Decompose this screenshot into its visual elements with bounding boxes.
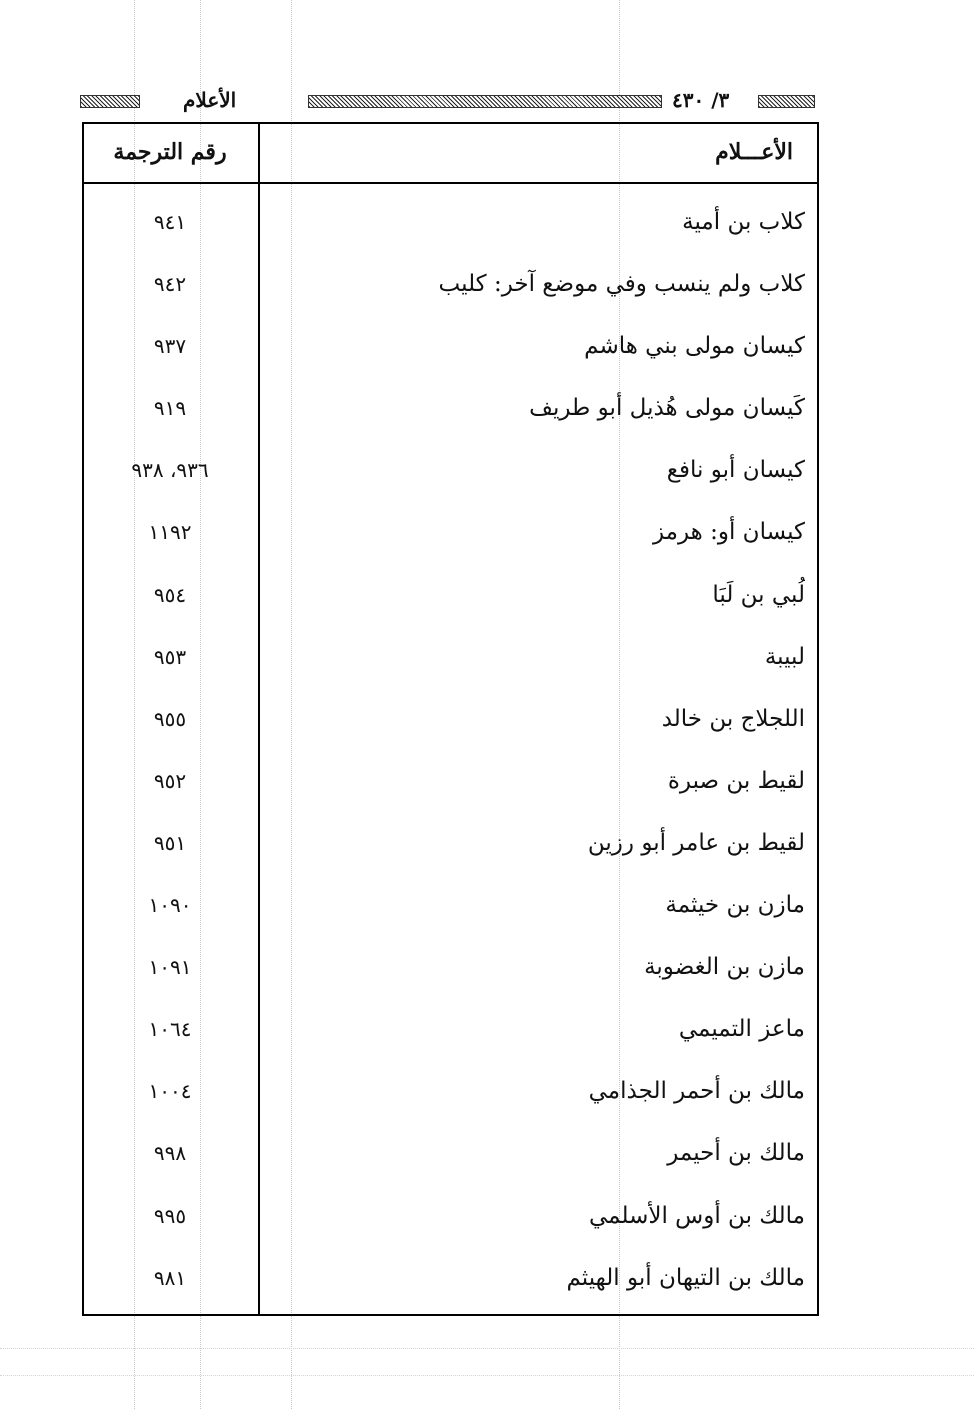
entry-number: ٩٩٨: [153, 1141, 187, 1166]
table-row: [84, 637, 817, 699]
entry-number: ١٠٠٤: [148, 1079, 192, 1104]
person-name: مالك بن التيهان أبو الهيثم: [566, 1264, 805, 1291]
person-name: مالك بن أحمر الجذامي: [588, 1078, 805, 1105]
person-name: ماعز التميمي: [678, 1016, 805, 1043]
entry-number: ١١٩٢: [148, 520, 192, 545]
person-name: مالك بن أحيمر: [667, 1140, 805, 1167]
table-row: [84, 1071, 817, 1133]
scan-guide-line: [0, 1375, 974, 1376]
ornament-bar: [80, 95, 140, 108]
header-divider: [84, 182, 817, 184]
person-name: كيسان مولى بني هاشم: [584, 333, 805, 360]
ornament-bar: [758, 95, 815, 108]
person-name: مالك بن أوس الأسلمي: [589, 1202, 805, 1229]
table-row: [84, 885, 817, 947]
names-column-header: الأعـــلام: [715, 139, 793, 165]
person-name: كيسان أو: هرمز: [652, 519, 805, 546]
table-row: [84, 264, 817, 326]
page-reference: ٣/ ٤٣٠: [672, 88, 730, 112]
entry-number: ٩٥٤: [153, 582, 187, 607]
table-row: [84, 761, 817, 823]
person-name: لبيبة: [764, 643, 805, 670]
table-row: [84, 1133, 817, 1195]
person-name: كَيسان مولى هُذيل أبو طريف: [529, 395, 805, 422]
table-row: [84, 699, 817, 761]
person-name: اللجلاج بن خالد: [661, 705, 805, 732]
person-name: كيسان أبو نافع: [666, 457, 805, 484]
table-row: [84, 1196, 817, 1258]
entry-number: ٩٥٣: [153, 644, 187, 669]
entry-number: ٩٨١: [153, 1265, 187, 1290]
person-name: مازن بن خيثمة: [665, 892, 805, 919]
entry-number: ٩٥٥: [153, 706, 187, 731]
entry-number: ٩١٩: [153, 396, 187, 421]
entry-number: ٩٥٢: [153, 768, 187, 793]
table-row: [84, 947, 817, 1009]
person-name: كلاب ولم ينسب وفي موضع آخر: كليب: [438, 271, 805, 298]
running-head: [80, 88, 815, 114]
person-name: مازن بن الغضوبة: [644, 954, 805, 981]
table-row: [84, 1258, 817, 1320]
table-row: [84, 326, 817, 388]
entry-number: ٩٣٧: [153, 334, 187, 359]
number-column-header: رقم الترجمة: [113, 139, 227, 165]
person-name: لُبي بن لَبَا: [712, 581, 805, 608]
entry-number: ١٠٩١: [148, 955, 192, 980]
entry-number: ١٠٩٠: [148, 893, 192, 918]
ornament-bar: [308, 95, 662, 108]
person-name: كلاب بن أمية: [682, 209, 805, 235]
entry-number: ٩٩٥: [153, 1203, 187, 1228]
table-row: [84, 1009, 817, 1071]
table-row: [84, 575, 817, 637]
entry-number: ٩٤٢: [153, 272, 187, 297]
entry-number: ١٠٦٤: [148, 1017, 192, 1042]
entry-number: ٩٣٦، ٩٣٨: [131, 458, 209, 483]
entry-number: ٩٤١: [153, 210, 187, 234]
table-row: [84, 823, 817, 885]
table-row: [84, 512, 817, 574]
table-row: [84, 388, 817, 450]
entry-number: ٩٥١: [153, 830, 187, 855]
table-row: [84, 202, 817, 264]
section-title: الأعلام: [183, 88, 237, 112]
person-name: لقيط بن صبرة: [667, 767, 805, 794]
scan-guide-line: [0, 1348, 974, 1349]
table-row: [84, 450, 817, 512]
table-body: [84, 202, 817, 1320]
index-table: [82, 122, 819, 1316]
person-name: لقيط بن عامر أبو رزين: [587, 829, 805, 856]
